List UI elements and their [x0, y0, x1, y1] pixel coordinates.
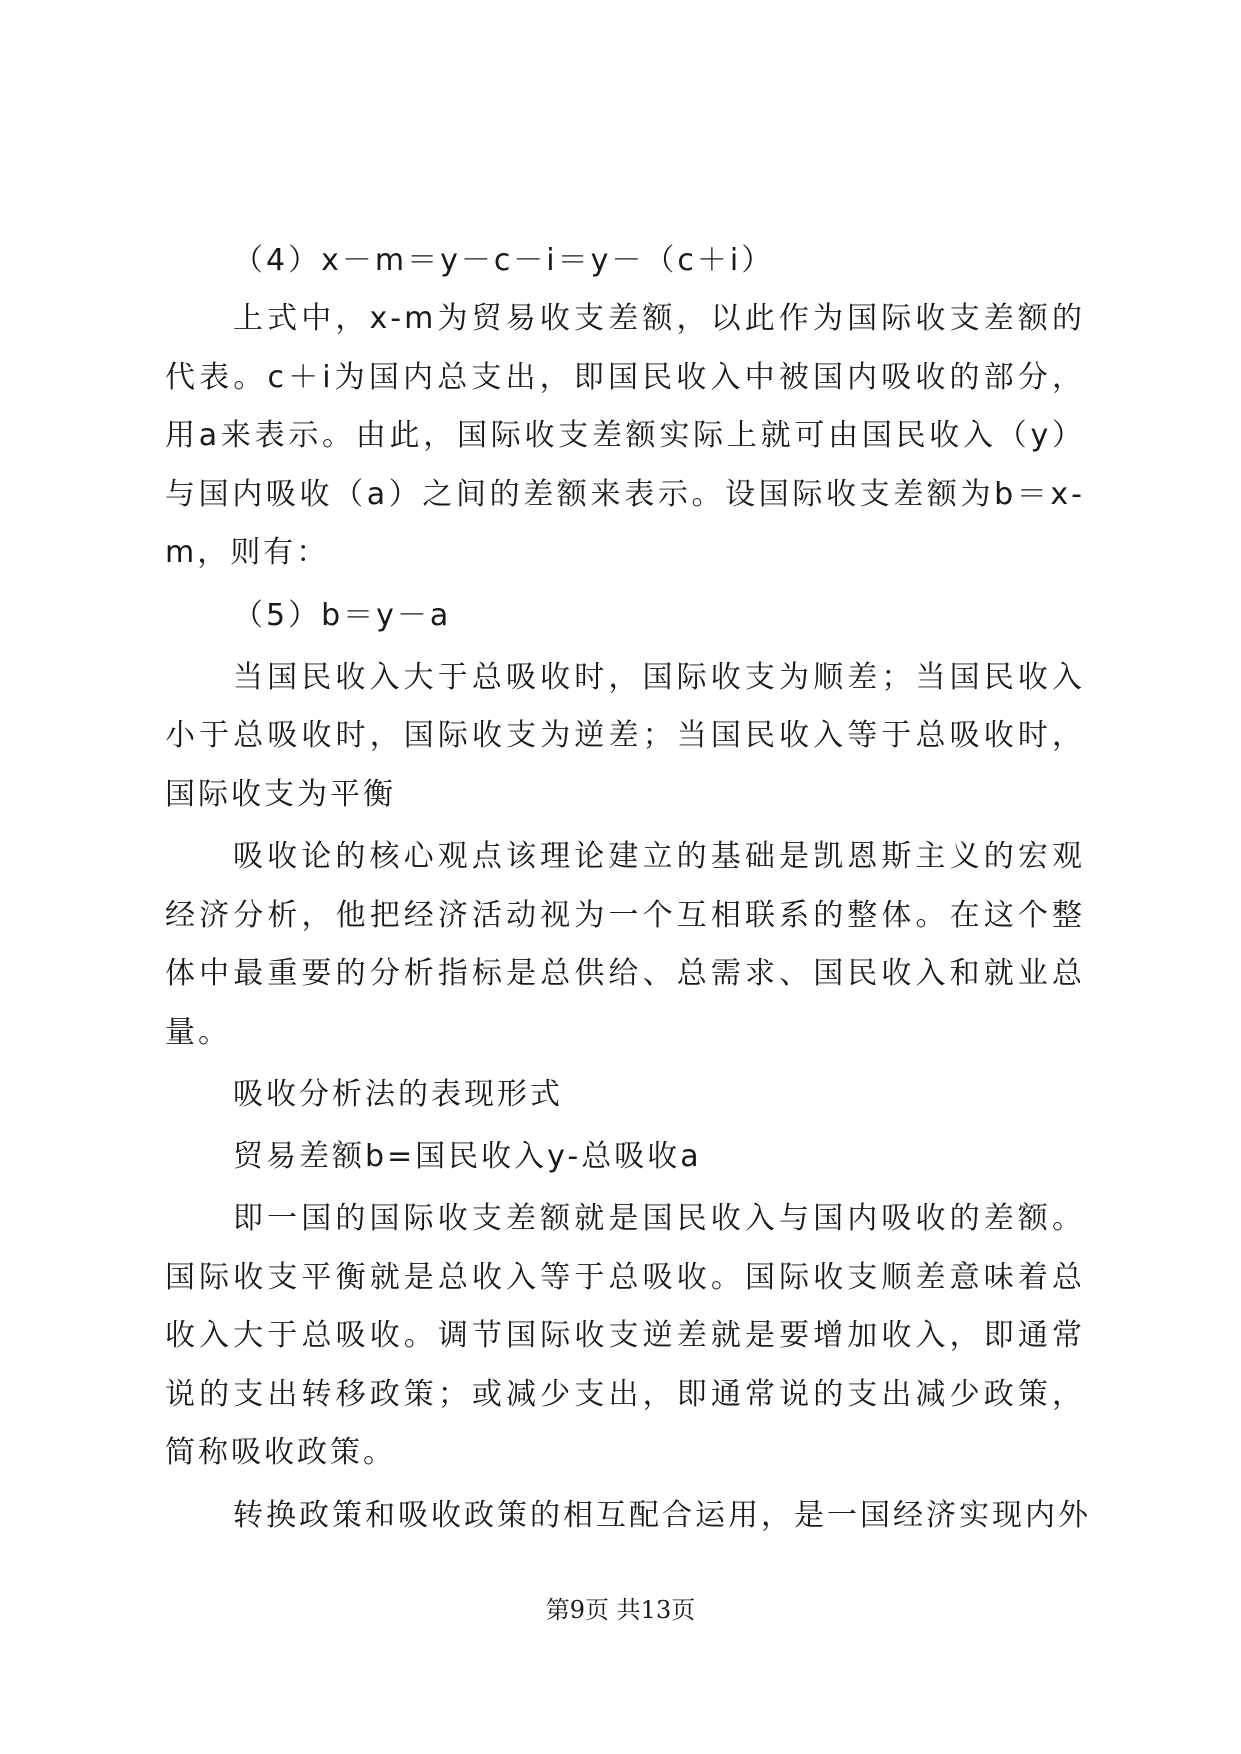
paragraph-core-view: 吸收论的核心观点该理论建立的基础是凯恩斯主义的宏观经济分析，他把经济活动视为一个互相联系的整体。在这个整体中最重要的分析指标是总供给、总需求、国民收入和就业总量。 — [165, 839, 1085, 1050]
section-heading-form: 吸收分析法的表现形式 — [233, 1077, 563, 1112]
formula-trade-balance: 贸易差额b=国民收入y-总吸收a — [233, 1139, 702, 1174]
page-number-footer: 第9页 共13页 — [545, 1596, 696, 1624]
paragraph-explanation: 上式中，x-m为贸易收支差额，以此作为国际收支差额的代表。c＋i为国内总支出，即国民收入中被国内吸收的部分，用a来表示。由此，国际收支差额实际上就可由国民收入（y）与国内吸收（a）之间的差额来表示。设国际收支差额为b＝x-m，则有： — [165, 301, 1085, 570]
equation-5: （5）b＝y－a — [233, 597, 452, 633]
paragraph-policy: 即一国的国际收支差额就是国民收入与国内吸收的差额。国际收支平衡就是总收入等于总吸收。国际收支顺差意味着总收入大于总吸收。调节国际收支逆差就是要增加收入，即通常说的支出转移政策；或减少支出，即通常说的支出减少政策，简称吸收政策。 — [165, 1201, 1085, 1470]
document-body — [165, 232, 1091, 1545]
paragraph-combination: 转换政策和吸收政策的相互配合运用，是一国经济实现内外 — [233, 1497, 1091, 1533]
paragraph-balance-conditions: 当国民收入大于总吸收时，国际收支为顺差；当国民收入小于总吸收时，国际收支为逆差；当国民收入等于总吸收时，国际收支为平衡 — [165, 659, 1085, 812]
equation-4: （4）x－m＝y－c－i＝y－（c＋i） — [233, 243, 775, 278]
